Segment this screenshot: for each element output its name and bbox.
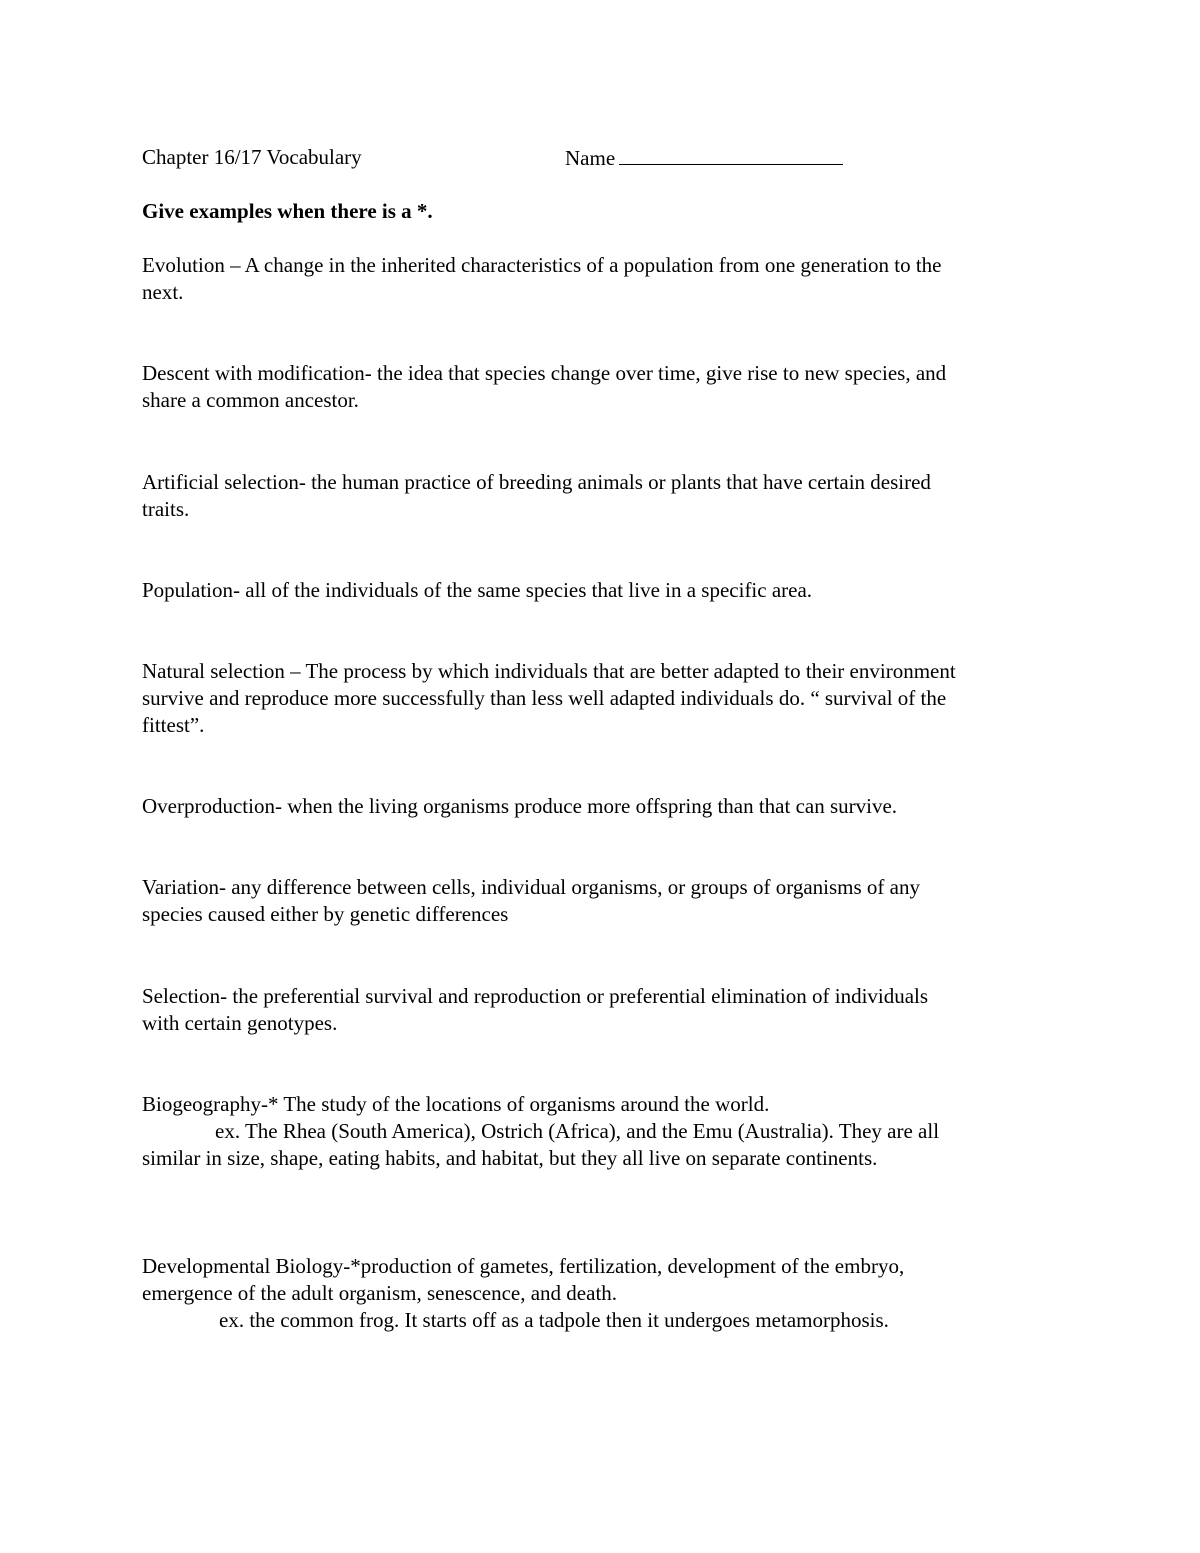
term-descent-line1: Descent with modification- the idea that species change over time, give rise to new species, and [142,361,947,385]
term-developmental-example1: ex. the common frog. It starts off as a tadpole then it undergoes metamorphosis. [219,1308,889,1332]
term-variation-line1: Variation- any difference between cells, individual organisms, or groups of organisms of any [142,875,920,899]
term-variation-line2: species caused either by genetic differences [142,902,509,926]
term-biogeography-example2: similar in size, shape, eating habits, and habitat, but they all live on separate continents. [142,1146,878,1170]
term-biogeography-example1: ex. The Rhea (South America), Ostrich (Africa), and the Emu (Australia). They are all [215,1119,940,1143]
term-natural-line1: Natural selection – The process by which individuals that are better adapted to their environment [142,659,956,683]
term-artificial-line2: traits. [142,497,190,521]
term-artificial-line1: Artificial selection- the human practice of breeding animals or plants that have certain desired [142,470,931,494]
term-natural-line2: survive and reproduce more successfully than less well adapted individuals do. “ survival of the [142,686,947,710]
name-blank-line [619,144,843,165]
term-overproduction-line1: Overproduction- when the living organisms produce more offspring than that can survive. [142,794,898,818]
name-label: Name [565,146,616,170]
term-population-line1: Population- all of the individuals of the same species that live in a specific area. [142,578,813,602]
term-developmental-line1: Developmental Biology-*production of gametes, fertilization, development of the embryo, [142,1254,905,1278]
term-selection-line2: with certain genotypes. [142,1011,338,1035]
term-biogeography-line1: Biogeography-* The study of the locations of organisms around the world. [142,1092,770,1116]
instruction: Give examples when there is a *. [142,199,433,223]
term-evolution-line1: Evolution – A change in the inherited characteristics of a population from one generation to the [142,253,942,277]
term-developmental-line2: emergence of the adult organism, senescence, and death. [142,1281,618,1305]
term-evolution-line2: next. [142,280,184,304]
term-selection-line1: Selection- the preferential survival and reproduction or preferential elimination of individuals [142,984,929,1008]
term-natural-line3: fittest”. [142,713,205,737]
page-title: Chapter 16/17 Vocabulary [142,145,362,169]
name-field [565,144,843,172]
term-descent-line2: share a common ancestor. [142,388,359,412]
